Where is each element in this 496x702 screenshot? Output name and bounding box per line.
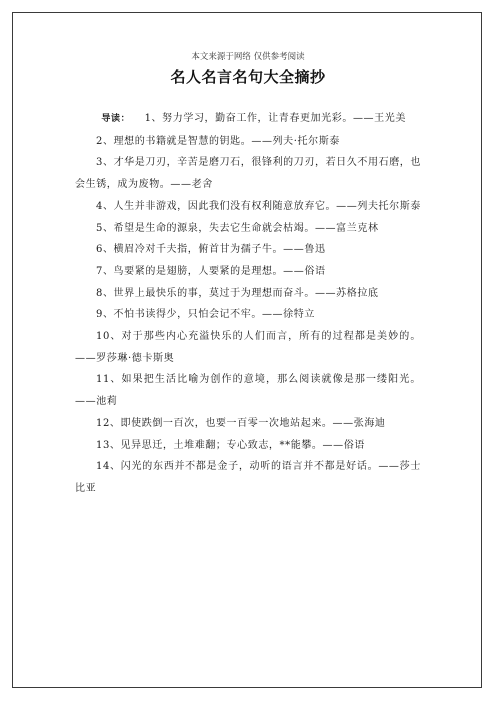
- source-note: 本文来源于网络 仅供参考阅读: [191, 52, 305, 62]
- quote-list: [75, 108, 421, 500]
- quote-item: 10、对于那些内心充溢快乐的人们而言，所有的过程都是美妙的。——罗莎琳·德卡斯奥: [75, 331, 421, 364]
- document-title: 名人名言名句大全摘抄: [170, 68, 326, 86]
- quote-item: 14、闪光的东西并不都是金子，动听的语言并不都是好话。——莎士比亚: [75, 461, 421, 494]
- quote-item: 2、理想的书籍就是智慧的钥匙。——列夫·托尔斯泰: [96, 135, 340, 147]
- quote-item: 11、如果把生活比喻为创作的意境，那么阅读就像是那一缕阳光。——池莉: [75, 374, 421, 408]
- quote-item: [75, 108, 421, 131]
- quote-item: 12、即使跌倒一百次，也要一百零一次地站起来。——张海迪: [96, 417, 386, 429]
- quote-item: 8、世界上最快乐的事，莫过于为理想而奋斗。——苏格拉底: [96, 287, 379, 299]
- quote-item: 6、横眉冷对千夫指，俯首甘为孺子牛。——鲁迅: [96, 244, 326, 256]
- quote-item: 4、人生并非游戏，因此我们没有权利随意放弃它。——列夫托尔斯泰: [96, 200, 421, 212]
- quote-item: 5、希望是生命的源泉，失去它生命就会枯竭。——富兰克林: [96, 222, 379, 234]
- quote-text: 1、努力学习，勤奋工作，让青春更加光彩。——王光美: [144, 113, 406, 124]
- quote-item: 9、不怕书读得少，只怕会记不牢。——徐特立: [96, 309, 315, 321]
- quote-item: 7、鸟要紧的是翅膀，人要紧的是理想。——俗语: [96, 265, 326, 277]
- lead-label: 导读：: [101, 114, 131, 124]
- quote-item: 3、才华是刀刃，辛苦是磨刀石，很锋利的刀刃，若日久不用石磨，也会生锈，成为废物。——老舍: [75, 157, 421, 191]
- quote-item: 13、见异思迁，土堆难翻；专心致志，**能攀。——俗语: [96, 439, 365, 451]
